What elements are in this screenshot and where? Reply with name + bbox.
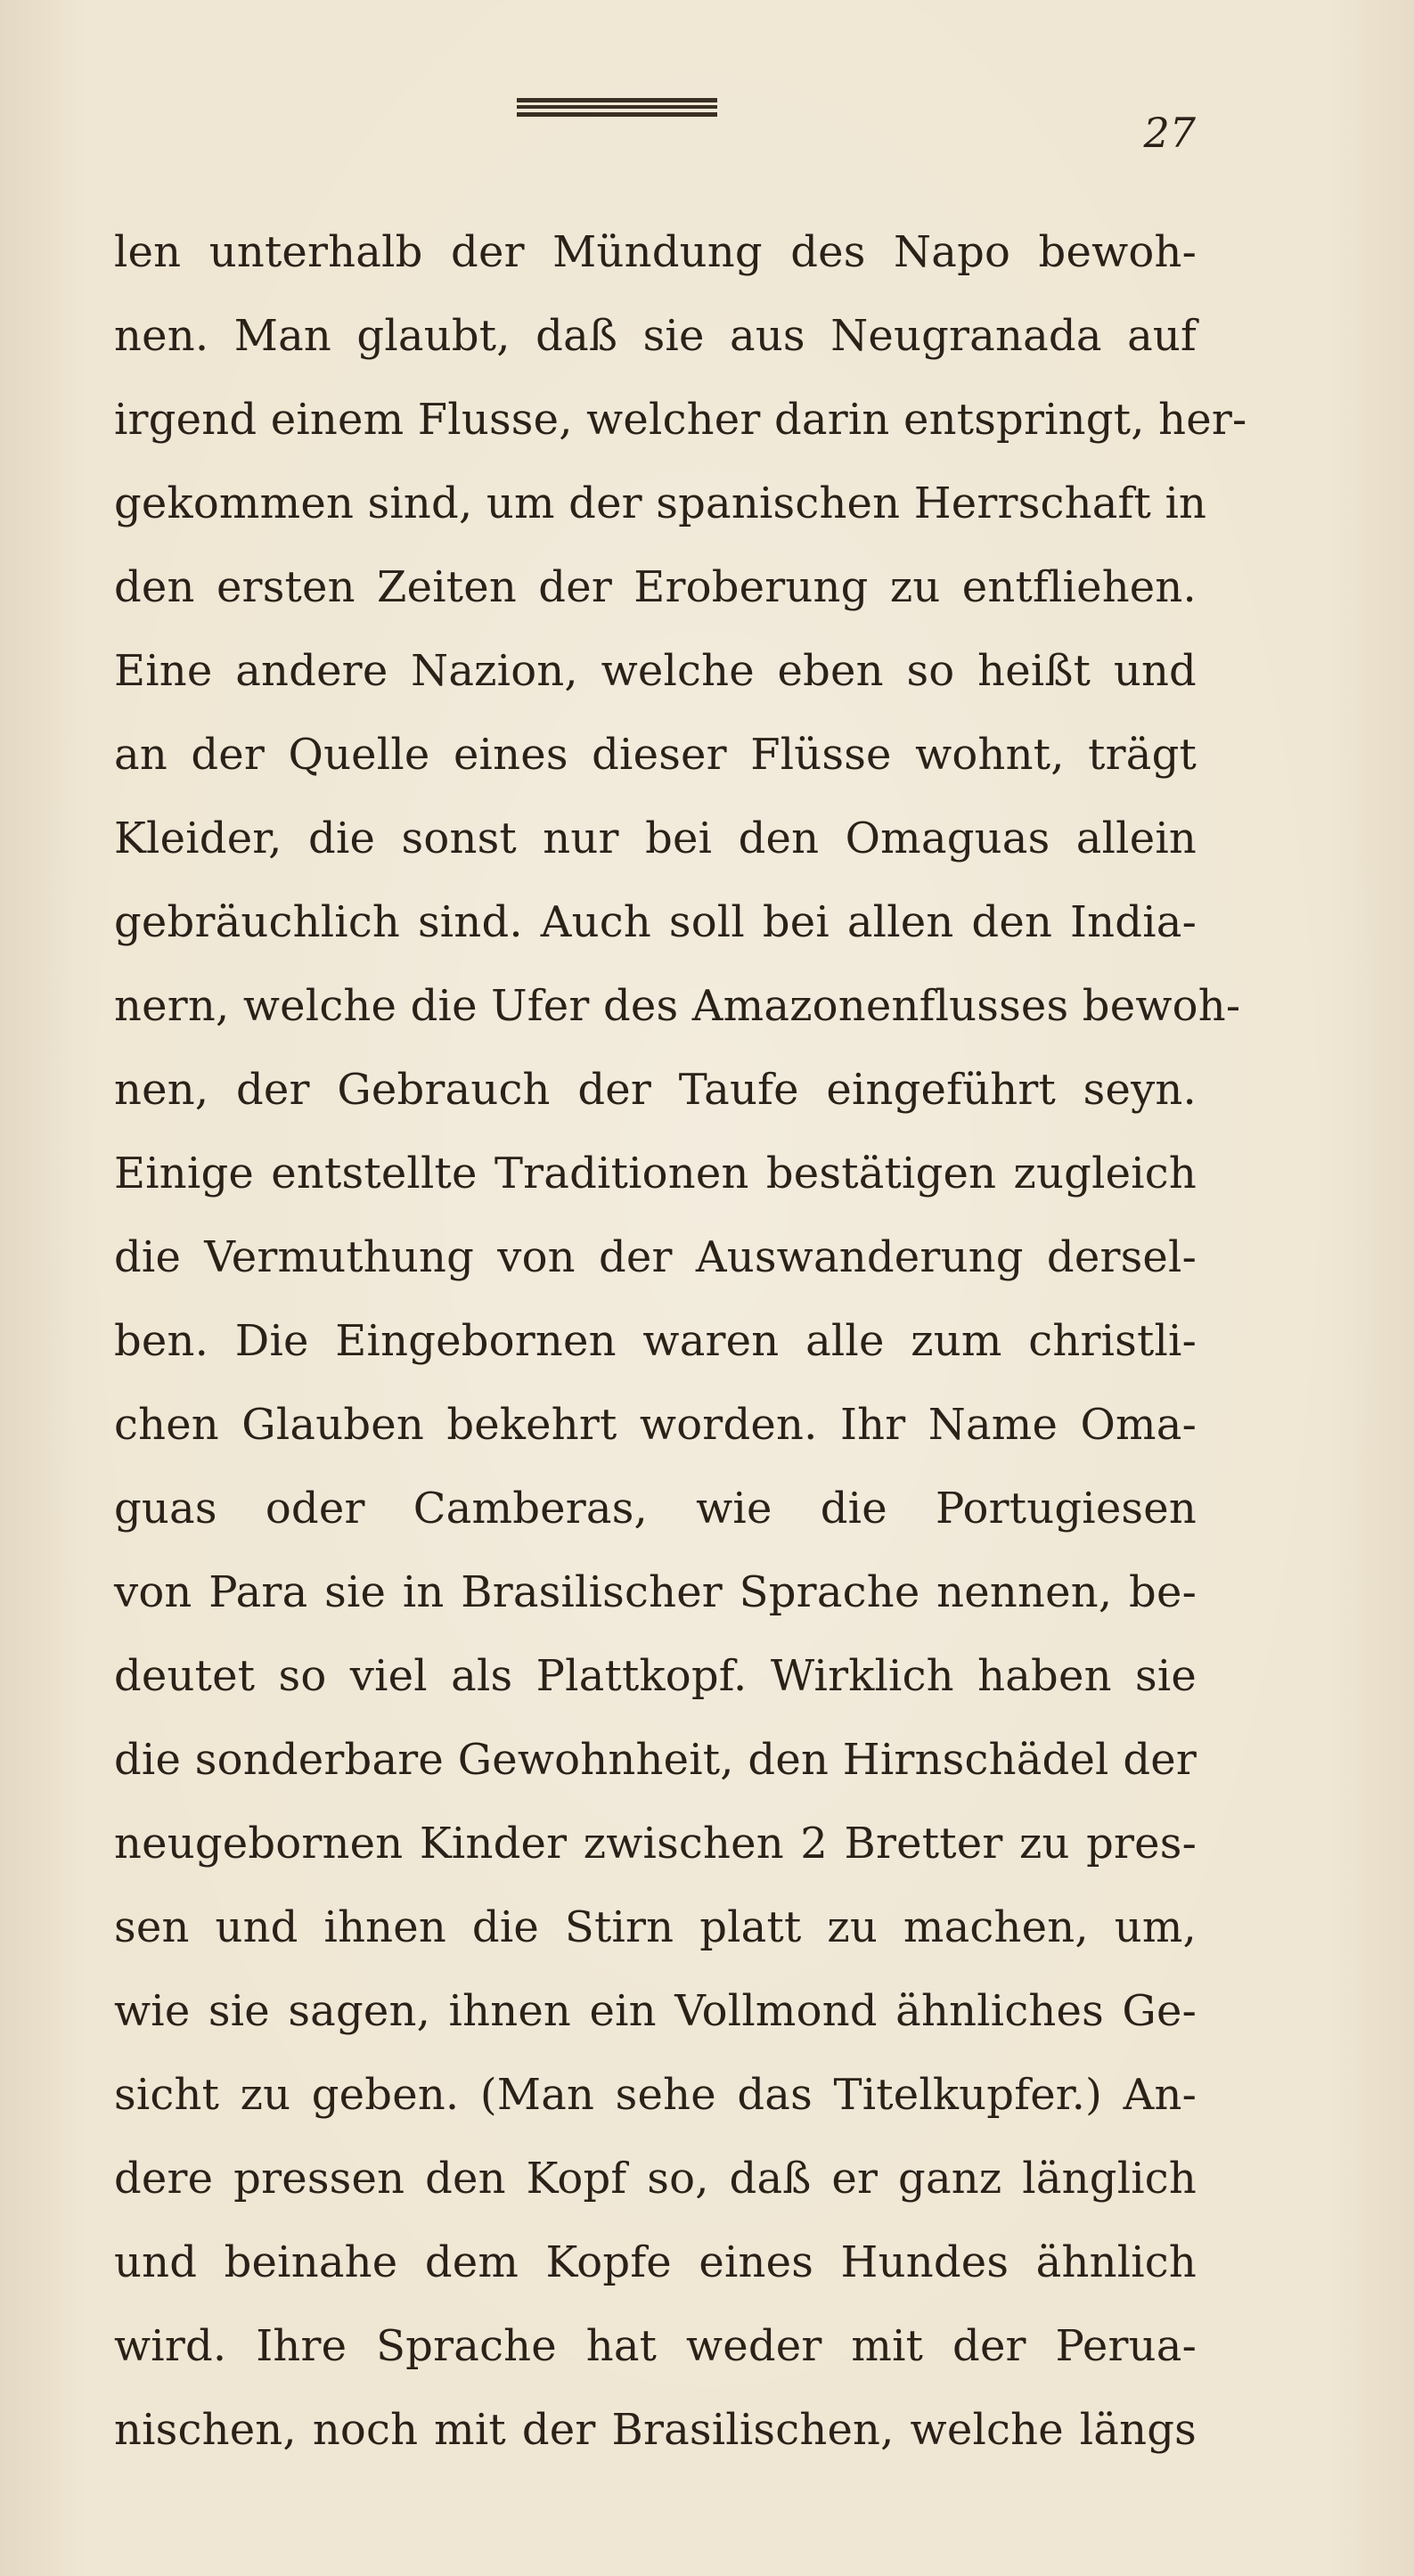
text-line: deutet so viel als Plattkopf. Wirklich haben sie <box>114 1651 1197 1701</box>
text-line: von Para sie in Brasilischer Sprache nennen, be- <box>114 1567 1197 1617</box>
text-line: sicht zu geben. (Man sehe das Titelkupfer.) An- <box>114 2070 1197 2120</box>
text-line: irgend einem Flusse, welcher darin entspringt, her- <box>114 395 1247 445</box>
page-number: 27 <box>1143 109 1196 157</box>
text-line: ben. Die Eingebornen waren alle zum christli- <box>114 1316 1197 1366</box>
text-line: nern, welche die Ufer des Amazonenflusses bewoh- <box>114 981 1241 1031</box>
text-line: nen, der Gebrauch der Taufe eingeführt seyn. <box>114 1065 1197 1115</box>
header-ornament-rule <box>517 93 717 119</box>
text-line: an der Quelle eines dieser Flüsse wohnt, trägt <box>114 730 1197 780</box>
text-line: den ersten Zeiten der Eroberung zu entfliehen. <box>114 562 1197 612</box>
text-line: nischen, noch mit der Brasilischen, welche längs <box>114 2405 1197 2455</box>
text-line: die sonderbare Gewohnheit, den Hirnschädel der <box>114 1735 1197 1785</box>
text-line: wie sie sagen, ihnen ein Vollmond ähnliches Ge- <box>114 1986 1197 2036</box>
text-line: wird. Ihre Sprache hat weder mit der Perua- <box>114 2321 1197 2371</box>
text-line: nen. Man glaubt, daß sie aus Neugranada auf <box>114 311 1197 361</box>
body-text <box>114 210 1247 2472</box>
text-line: gekommen sind, um der spanischen Herrschaft in <box>114 478 1207 528</box>
text-line: und beinahe dem Kopfe eines Hundes ähnlich <box>114 2237 1197 2287</box>
text-line: len unterhalb der Mündung des Napo bewoh- <box>114 227 1197 277</box>
text-line: Eine andere Nazion, welche eben so heißt und <box>114 646 1197 696</box>
text-line: sen und ihnen die Stirn platt zu machen, um, <box>114 1902 1197 1952</box>
text-line: chen Glauben bekehrt worden. Ihr Name Oma- <box>114 1400 1197 1450</box>
ornament-bar <box>517 112 717 117</box>
text-line: neugebornen Kinder zwischen 2 Bretter zu pres- <box>114 1819 1197 1869</box>
ornament-bar <box>517 98 717 102</box>
ornament-bar <box>517 105 717 109</box>
text-line: dere pressen den Kopf so, daß er ganz länglich <box>114 2154 1197 2204</box>
text-line: die Vermuthung von der Auswanderung dersel- <box>114 1232 1197 1282</box>
text-line: Einige entstellte Traditionen bestätigen zugleich <box>114 1149 1197 1198</box>
text-line: Kleider, die sonst nur bei den Omaguas allein <box>114 814 1197 863</box>
text-line: gebräuchlich sind. Auch soll bei allen den India- <box>114 897 1197 947</box>
text-line: guas oder Camberas, wie die Portugiesen <box>114 1484 1197 1533</box>
